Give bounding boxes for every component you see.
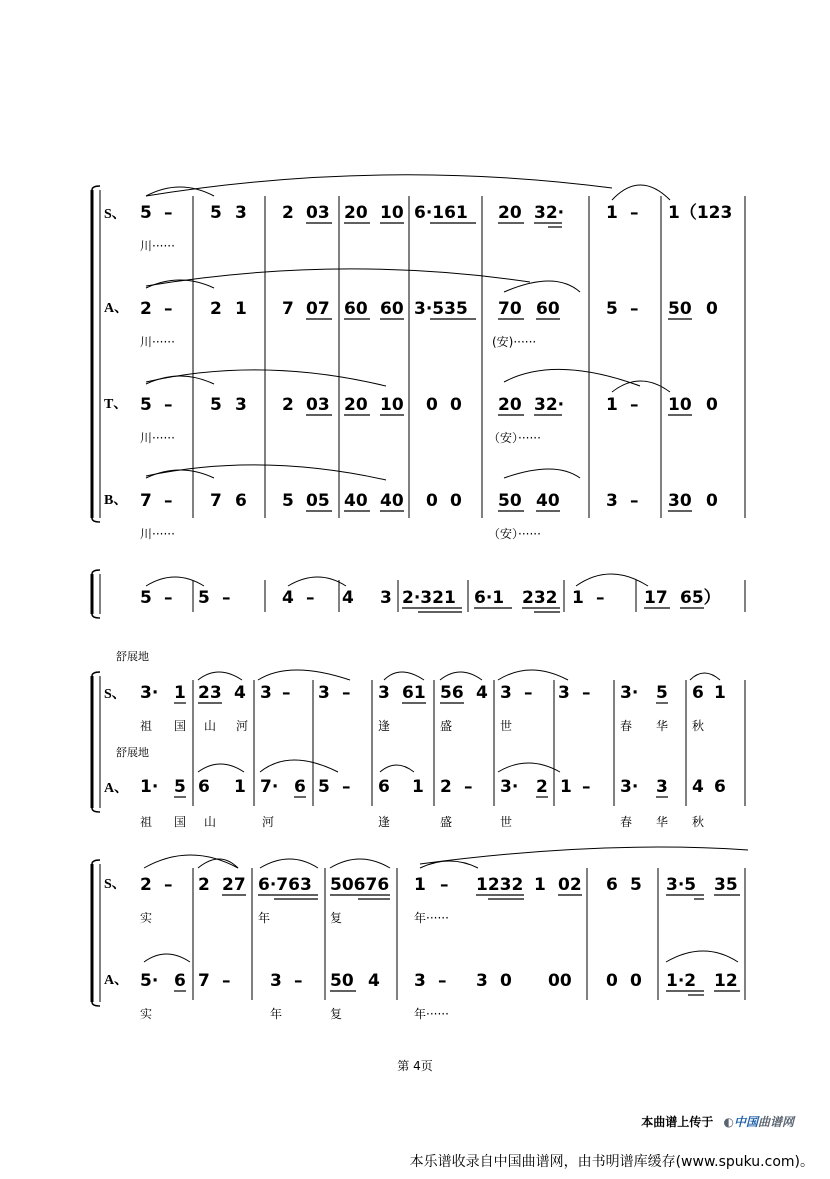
note: 5 — [174, 777, 186, 797]
note: 0 — [706, 299, 718, 319]
note: – — [164, 203, 173, 223]
note: 00 — [548, 971, 572, 991]
lyric: 年······ — [414, 911, 449, 925]
note: 60 — [344, 299, 368, 319]
note: 10 — [380, 203, 404, 223]
lyric: 山 — [204, 719, 217, 733]
note: – — [342, 777, 351, 797]
note: 27 — [222, 875, 246, 895]
note: 6 — [606, 875, 618, 895]
note: 20 — [344, 395, 368, 415]
note: 6 — [198, 777, 210, 797]
note: 1 — [534, 875, 546, 895]
voice-label-tenor: T、 — [104, 397, 128, 412]
upload-credit — [641, 1113, 794, 1130]
voice-label-soprano: S、 — [104, 687, 126, 702]
note: 3·5 — [666, 875, 697, 895]
note: 1 — [606, 395, 618, 415]
note: 10 — [668, 395, 692, 415]
site-brand-b: 曲谱网 — [757, 1115, 794, 1129]
note: – — [582, 683, 591, 703]
voice-label-alto: A、 — [104, 973, 129, 988]
note: – — [306, 588, 315, 608]
note: 1 — [234, 777, 246, 797]
note: 0 — [706, 395, 718, 415]
lyric: 山 — [204, 815, 217, 829]
note: 3 — [606, 491, 618, 511]
note: 61 — [402, 683, 426, 703]
note: 1 — [714, 683, 726, 703]
tempo-direction: 舒展地 — [116, 650, 149, 663]
note: 1 — [606, 203, 618, 223]
lyric: 河 — [236, 719, 249, 733]
note: 32· — [534, 203, 565, 223]
note: 05 — [306, 491, 330, 511]
note: – — [164, 588, 173, 608]
note: 6 — [294, 777, 306, 797]
note: 56 — [440, 683, 464, 703]
lyric: 年······ — [414, 1007, 449, 1021]
note: – — [438, 971, 447, 991]
note: 40 — [344, 491, 368, 511]
lyric: 盛 — [440, 719, 453, 733]
note: 60 — [380, 299, 404, 319]
note: 7 — [210, 491, 222, 511]
note: 23 — [198, 683, 222, 703]
note: – — [582, 777, 591, 797]
lyric: 盛 — [440, 815, 453, 829]
note: 2 — [140, 299, 152, 319]
note: 6·1 — [474, 588, 505, 608]
note: – — [464, 777, 473, 797]
note: – — [630, 299, 639, 319]
lyric: 国 — [174, 815, 187, 829]
note: 3 — [500, 683, 512, 703]
note: 1· — [140, 777, 159, 797]
page-number: 第 4页 — [397, 1059, 433, 1073]
note: 1 — [414, 875, 426, 895]
lyric: 春 — [620, 719, 633, 733]
note: 40 — [536, 491, 560, 511]
note: 12 — [714, 971, 738, 991]
voice-label-bass: B、 — [104, 493, 128, 508]
note: 5 — [210, 395, 222, 415]
lyric: 河 — [262, 815, 275, 829]
note: 10 — [380, 395, 404, 415]
note: 7· — [260, 777, 279, 797]
note: 3 — [656, 777, 668, 797]
note: 2 — [140, 875, 152, 895]
lyric: 世 — [500, 719, 513, 733]
note: 03 — [306, 395, 330, 415]
note: 2 — [536, 777, 548, 797]
upload-label: 本曲谱上传于 — [641, 1115, 714, 1129]
note: 0 — [500, 971, 512, 991]
site-logo-icon: ◐ — [723, 1115, 734, 1129]
system-1-barlines — [193, 196, 745, 518]
lyric: 年 — [258, 911, 271, 925]
note: – — [164, 491, 173, 511]
lyric: （安）······ — [488, 527, 541, 541]
note: 1 — [572, 588, 584, 608]
note: 1（123 — [668, 203, 733, 223]
note: 4 — [476, 683, 488, 703]
note: 7 — [198, 971, 210, 991]
lyric: 复 — [330, 911, 343, 925]
lyric: 逢 — [378, 719, 391, 733]
lyric: 秋 — [692, 815, 705, 829]
note: 35 — [714, 875, 738, 895]
voice-label-soprano: S、 — [104, 207, 126, 222]
note: 5 — [140, 588, 152, 608]
note: 3 — [380, 588, 392, 608]
note: 232 — [522, 588, 558, 608]
note: 2 — [440, 777, 452, 797]
note: 0 — [630, 971, 642, 991]
note: 0 — [450, 491, 462, 511]
site-brand-a: 中国 — [733, 1115, 758, 1129]
note: – — [222, 588, 231, 608]
note: 1232 — [476, 875, 524, 895]
note: 0 — [426, 491, 438, 511]
lyric: 国 — [174, 719, 187, 733]
note: 65） — [680, 588, 721, 608]
note: – — [596, 588, 605, 608]
note: 30 — [668, 491, 692, 511]
lyric: 川······ — [140, 431, 175, 445]
lyric: 祖 — [140, 719, 153, 733]
note: 5 — [210, 203, 222, 223]
note: 3· — [500, 777, 519, 797]
note: 40 — [380, 491, 404, 511]
system-1-slurs — [146, 175, 670, 480]
note: 7 — [282, 299, 294, 319]
note: 6·161 — [414, 203, 468, 223]
lyric: 川······ — [140, 335, 175, 349]
note: – — [524, 683, 533, 703]
system-1-brackets — [92, 186, 100, 522]
lyric: (安)······ — [492, 335, 537, 349]
note: 5 — [198, 588, 210, 608]
note: 1 — [412, 777, 424, 797]
note: 20 — [498, 203, 522, 223]
lyric: 春 — [620, 815, 633, 829]
lyric: 华 — [656, 815, 669, 829]
note: 32· — [534, 395, 565, 415]
note: 0 — [450, 395, 462, 415]
note: 4 — [368, 971, 380, 991]
note: 1 — [560, 777, 572, 797]
note: 6 — [692, 683, 704, 703]
lyric: 世 — [500, 815, 513, 829]
note: 3 — [235, 203, 247, 223]
note: 3·535 — [414, 299, 468, 319]
note: – — [630, 203, 639, 223]
note: – — [630, 395, 639, 415]
note: 5 — [318, 777, 330, 797]
lyric: 华 — [656, 719, 669, 733]
note: 5 — [140, 203, 152, 223]
note: 3 — [235, 395, 247, 415]
note: 3 — [318, 683, 330, 703]
lyric: 川······ — [140, 527, 175, 541]
note: 50 — [498, 491, 522, 511]
lyric: 实 — [140, 911, 153, 925]
note: 4 — [342, 588, 354, 608]
lyric: 年 — [270, 1007, 283, 1021]
note: – — [282, 683, 291, 703]
note: 3· — [620, 683, 639, 703]
note: 17 — [644, 588, 668, 608]
note: – — [342, 683, 351, 703]
note: 07 — [306, 299, 330, 319]
note: 3 — [260, 683, 272, 703]
voice-label-soprano: S、 — [104, 877, 126, 892]
note: 50676 — [330, 875, 390, 895]
note: 0 — [426, 395, 438, 415]
note: 1 — [235, 299, 247, 319]
note: 4 — [692, 777, 704, 797]
note: 3 — [378, 683, 390, 703]
note: 5 — [656, 683, 668, 703]
voice-label-alto: A、 — [104, 301, 129, 316]
note: 2 — [282, 395, 294, 415]
note: – — [222, 971, 231, 991]
note: 3 — [558, 683, 570, 703]
note: 3· — [620, 777, 639, 797]
note: 70 — [498, 299, 522, 319]
note: 3 — [414, 971, 426, 991]
note: 0 — [706, 491, 718, 511]
note: 2 — [210, 299, 222, 319]
note: 5 — [282, 491, 294, 511]
note: 4 — [234, 683, 246, 703]
note: 5 — [140, 395, 152, 415]
note: 6 — [174, 971, 186, 991]
lyric: 逢 — [378, 815, 391, 829]
note: 03 — [306, 203, 330, 223]
note: 02 — [558, 875, 582, 895]
note: 2·321 — [402, 588, 456, 608]
note: – — [164, 395, 173, 415]
note: – — [164, 875, 173, 895]
note: 6 — [235, 491, 247, 511]
note: 5 — [606, 299, 618, 319]
note: – — [294, 971, 303, 991]
note: 4 — [282, 588, 294, 608]
lyric: 川······ — [140, 239, 175, 253]
note: 5 — [630, 875, 642, 895]
lyric: （安）······ — [488, 431, 541, 445]
note: 5· — [140, 971, 159, 991]
note: 2 — [282, 203, 294, 223]
note: 7 — [140, 491, 152, 511]
note: 6 — [378, 777, 390, 797]
note: 0 — [606, 971, 618, 991]
tempo-direction: 舒展地 — [116, 746, 149, 759]
lyric: 秋 — [692, 719, 705, 733]
note: 60 — [536, 299, 560, 319]
note: 50 — [330, 971, 354, 991]
note: 6 — [714, 777, 726, 797]
lyric: 复 — [330, 1007, 343, 1021]
note: – — [440, 875, 449, 895]
lyric: 祖 — [140, 815, 153, 829]
voice-label-alto: A、 — [104, 781, 129, 796]
note: 3 — [476, 971, 488, 991]
note: 1 — [174, 683, 186, 703]
note: – — [630, 491, 639, 511]
site-logo — [723, 1115, 794, 1129]
note: 1·2 — [666, 971, 697, 991]
lyric: 实 — [140, 1007, 153, 1021]
footer-note: 本乐谱收录自中国曲谱网，由书明谱库缓存(www.spuku.com)。 — [409, 1154, 814, 1170]
note: 6·763 — [258, 875, 312, 895]
note: 50 — [668, 299, 692, 319]
note: 3 — [270, 971, 282, 991]
note: 3· — [140, 683, 159, 703]
note: 20 — [344, 203, 368, 223]
note: 20 — [498, 395, 522, 415]
note: – — [164, 299, 173, 319]
note: 2 — [198, 875, 210, 895]
